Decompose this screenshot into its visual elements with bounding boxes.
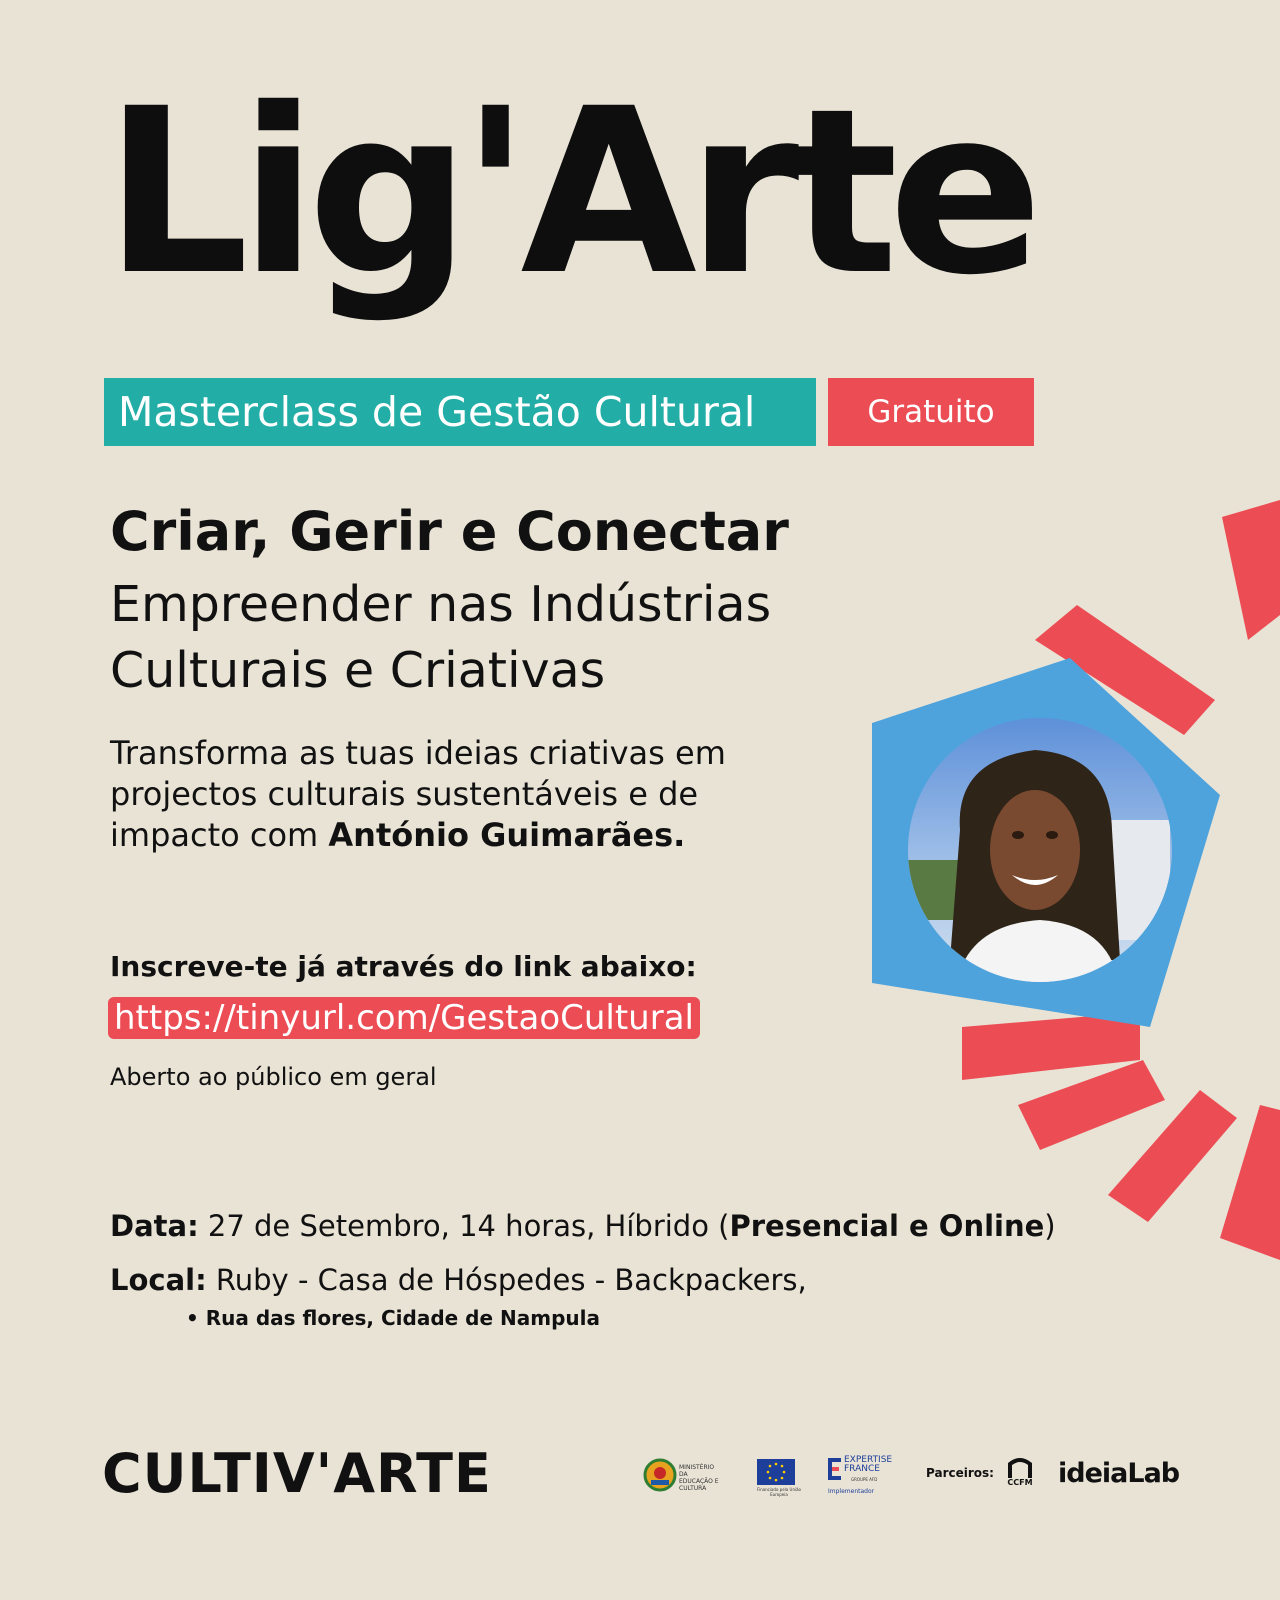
local-value: Ruby - Casa de Hóspedes - Backpackers, bbox=[215, 1263, 807, 1297]
subheadline-line-1: Empreender nas Indústrias bbox=[110, 576, 772, 633]
event-address bbox=[186, 1306, 600, 1330]
sunburst-ray bbox=[962, 1012, 1140, 1080]
ccfm-arch-icon bbox=[1005, 1456, 1035, 1478]
subheadline bbox=[110, 572, 771, 704]
eu-caption: Financiado pela União Europeia bbox=[757, 1487, 801, 1497]
local-label: Local: bbox=[110, 1263, 207, 1297]
event-date bbox=[110, 1209, 1056, 1243]
date-value: 27 de Setembro, 14 horas, Híbrido ( bbox=[207, 1209, 730, 1243]
ccfm-text: CCFM bbox=[1007, 1478, 1033, 1487]
implementer-label: Implementador bbox=[828, 1488, 875, 1495]
date-label: Data: bbox=[110, 1209, 199, 1243]
signup-cta: Inscreve-te já através do link abaixo: bbox=[110, 950, 697, 983]
description-text: Transforma as tuas ideias criativas em projectos culturais sustentáveis e de impacto com bbox=[110, 734, 726, 854]
speaker-name: António Guimarães. bbox=[328, 816, 686, 854]
expertise-sub: GROUPE AFD bbox=[851, 1477, 878, 1482]
event-title: Lig'Arte bbox=[104, 59, 1033, 325]
headline: Criar, Gerir e Conectar bbox=[110, 500, 789, 563]
signup-link[interactable]: https://tinyurl.com/GestaoCultural bbox=[108, 997, 700, 1039]
audience-note: Aberto ao público em geral bbox=[110, 1063, 437, 1091]
ccfm-logo bbox=[1005, 1456, 1035, 1494]
sunburst-ray bbox=[1018, 1060, 1165, 1150]
expertise-france-logo bbox=[828, 1456, 904, 1498]
date-close: ) bbox=[1044, 1209, 1056, 1243]
partners-label: Parceiros: bbox=[926, 1466, 994, 1480]
ministry-name: MINISTÉRIO DA EDUCAÇÃO E CULTURA bbox=[679, 1464, 719, 1492]
ministry-logo bbox=[643, 1458, 723, 1498]
date-mode: Presencial e Online bbox=[729, 1209, 1045, 1243]
mozambique-emblem-icon bbox=[643, 1458, 677, 1492]
subheadline-line-2: Culturais e Criativas bbox=[110, 642, 606, 699]
sunburst-ray bbox=[1220, 1105, 1280, 1260]
program-banner: Masterclass de Gestão Cultural bbox=[104, 378, 816, 446]
expertise-e-icon bbox=[828, 1458, 842, 1480]
ideialab-logo: ideiaLab bbox=[1058, 1458, 1180, 1489]
free-badge: Gratuito bbox=[828, 378, 1034, 446]
event-location bbox=[110, 1263, 807, 1297]
cultivarte-logo: CULTIV'ARTE bbox=[102, 1442, 492, 1505]
expertise-name: EXPERTISE FRANCE bbox=[844, 1455, 893, 1474]
sunburst-ray bbox=[1222, 500, 1280, 640]
description bbox=[110, 733, 810, 856]
address-text: Rua das flores, Cidade de Nampula bbox=[205, 1306, 600, 1330]
bullet-icon: • bbox=[186, 1306, 206, 1330]
eu-logo bbox=[757, 1459, 801, 1499]
eu-flag-icon bbox=[757, 1459, 795, 1485]
